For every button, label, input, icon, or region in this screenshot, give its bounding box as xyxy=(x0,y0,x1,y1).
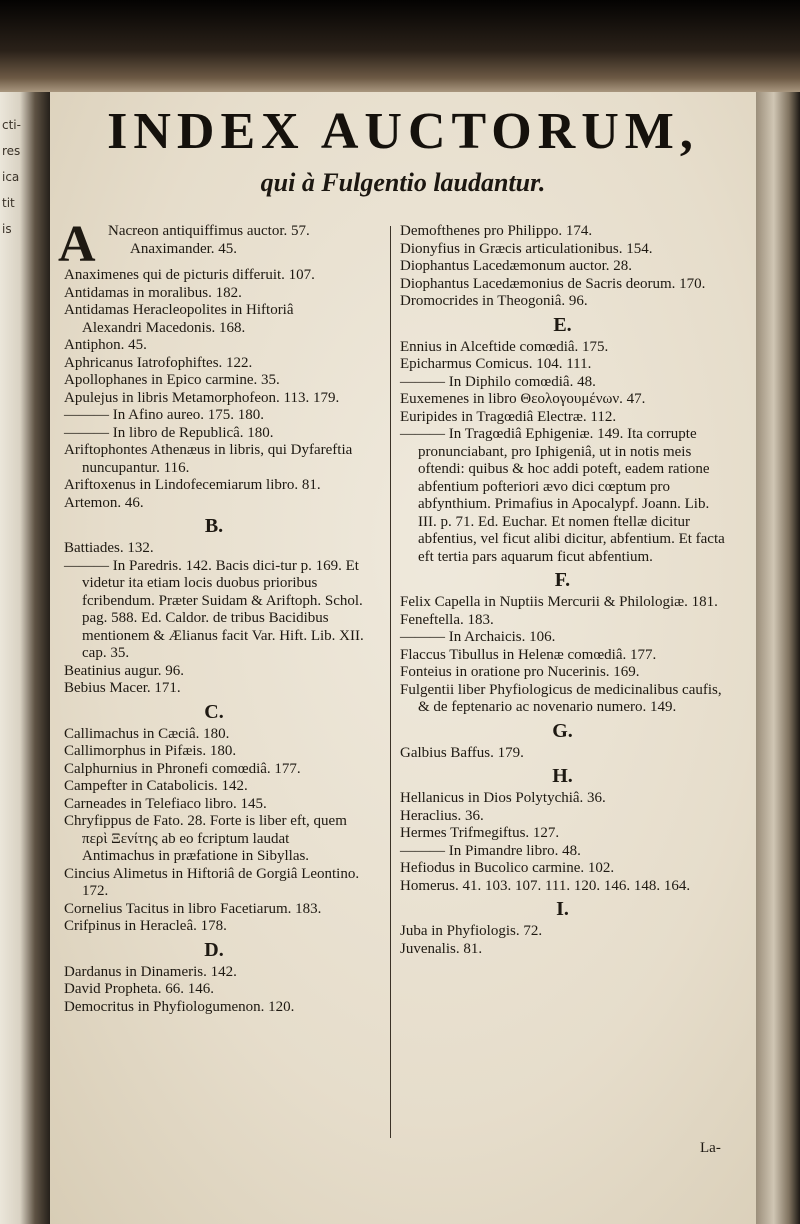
index-entry xyxy=(64,390,364,408)
index-entry xyxy=(64,372,364,390)
entry-text: ——— In Archaicis. 106. xyxy=(400,629,556,645)
index-entry xyxy=(400,241,725,259)
entry-text: Ariftoxenus in Lindofecemiarum libro. 81. xyxy=(64,477,321,493)
index-entry xyxy=(400,223,725,241)
section-letter: I. xyxy=(556,898,569,920)
entry-text: Anaximenes qui de picturis differuit. 107. xyxy=(64,267,315,283)
entry-text: Campefter in Catabolicis. 142. xyxy=(64,778,248,794)
entry-text: Demofthenes pro Philippo. 174. xyxy=(400,223,593,239)
entry-text: Nacreon antiquiffimus auctor. 57. xyxy=(108,223,310,239)
entry-text: Juvenalis. 81. xyxy=(400,940,483,957)
entry-text: Homerus. 41. 103. 107. 111. 120. 146. 148. 164. xyxy=(400,877,691,894)
index-entry xyxy=(64,901,364,919)
index-entry xyxy=(64,663,364,681)
index-entry xyxy=(64,964,364,982)
entry-text: Hefiodus in Bucolico carmine. 102. xyxy=(400,860,615,876)
index-entry xyxy=(64,761,364,779)
page-title: INDEX AUCTORUM, xyxy=(107,103,699,160)
index-entry xyxy=(64,796,364,814)
index-entry xyxy=(400,426,725,566)
entry-text: Epicharmus Comicus. 104. 111. xyxy=(400,356,592,372)
index-entry xyxy=(400,409,725,427)
index-entry xyxy=(64,981,364,999)
entry-text: Feneftella. 183. xyxy=(400,611,494,628)
entry-text: Hellanicus in Dios Polytychiâ. 36. xyxy=(400,790,606,806)
entry-text: Carneades in Telefiaco libro. 145. xyxy=(64,795,267,812)
index-entry xyxy=(64,743,364,761)
index-entry xyxy=(400,790,725,808)
index-entry xyxy=(64,999,364,1017)
index-entry xyxy=(64,302,364,337)
index-entry xyxy=(400,391,725,409)
index-entry xyxy=(400,941,725,959)
entry-text: Bebius Macer. 171. xyxy=(64,680,181,696)
entry-text: Dionyfius in Græcis articulationibus. 154. xyxy=(400,240,653,257)
entry-subline: Alexandri Macedonis. 168. xyxy=(82,319,246,336)
section-letter: H. xyxy=(552,765,573,787)
index-entry xyxy=(64,558,364,663)
entry-text: Artemon. 46. xyxy=(64,494,144,511)
index-entry xyxy=(400,612,725,630)
index-entry xyxy=(64,285,364,303)
index-entry xyxy=(400,258,725,276)
index-entry xyxy=(64,337,364,355)
entry-text: Chryfippus de Fato. 28. Forte is liber eft, quem περὶ Ξενίτης ab eo fcriptum laudat Antimachus in præfatione in Sibyllas. xyxy=(64,813,347,864)
scan-right-edge xyxy=(756,92,800,1224)
index-entry xyxy=(64,680,364,698)
entry-subline: Anaximander. 45. xyxy=(130,240,238,257)
entry-text: Diophantus Lacedæmonius de Sacris deorum. 170. xyxy=(400,275,706,292)
entry-text: ——— In Afino aureo. 175. 180. xyxy=(64,407,264,423)
entry-text: Fulgentii liber Phyfiologicus de medicinalibus caufis, & de feptenario ac novenario numero. 149. xyxy=(400,681,722,715)
entry-text: Felix Capella in Nuptiis Mercurii & Philologiæ. 181. xyxy=(400,594,718,610)
entry-text: Calphurnius in Phronefi comœdiâ. 177. xyxy=(64,760,301,777)
margin-fragment: is xyxy=(2,222,12,236)
margin-fragments xyxy=(2,112,22,242)
entry-text: Aphricanus Iatrofophiftes. 122. xyxy=(64,354,253,371)
entry-text: Juba in Phyfiologis. 72. xyxy=(400,923,543,939)
index-entry xyxy=(64,355,364,373)
index-entry xyxy=(64,442,364,477)
entry-text: Crifpinus in Heracleâ. 178. xyxy=(64,918,227,934)
section-letter: B. xyxy=(204,515,224,537)
index-entry xyxy=(400,374,725,392)
index-entry xyxy=(64,813,364,866)
margin-fragment: res xyxy=(2,144,21,158)
index-entry xyxy=(400,293,725,311)
index-entry xyxy=(400,356,725,374)
entry-text: ——— In Tragœdiâ Ephigeniæ. 149. Ita corrupte pronunciabant, pro Iphigeniâ, ut in notis meis oftendi: quibus & hoc addi poteft, eadem ratione abfentium pofteriori ævo dici cœptum pro abfynthium. Primafius in Apocalypf. Joann. Lib. III. p. 71. Ed. Euchar. Et nomen ftellæ dicitur abfentius, vel ficut alibi dicitur, abfentium. Et facta eft tertia pars aquarum ficut abfentium. xyxy=(400,426,725,565)
index-entry xyxy=(64,477,364,495)
index-entry xyxy=(400,825,725,843)
index-entry xyxy=(400,808,725,826)
index-entry xyxy=(400,339,725,357)
index-entry xyxy=(400,860,725,878)
entry-text: Ariftophontes Athenæus in libris, qui Dyfareftia nuncupantur. 116. xyxy=(64,442,353,476)
entry-text: Dardanus in Dinameris. 142. xyxy=(64,963,237,980)
index-entry xyxy=(64,495,364,513)
margin-fragment: tit xyxy=(2,196,15,210)
entry-text: Antidamas in moralibus. 182. xyxy=(64,284,242,301)
index-entry xyxy=(400,276,725,294)
entry-text: ——— In Diphilo comœdiâ. 48. xyxy=(400,373,596,390)
index-entry xyxy=(400,843,725,861)
entry-text: Callimorphus in Pifæis. 180. xyxy=(64,743,237,759)
index-entry xyxy=(400,647,725,665)
index-entry xyxy=(400,664,725,682)
scan-top-edge xyxy=(0,0,800,92)
entry-text: ——— In Paredris. 142. Bacis dici-tur p. 169. Et videtur ita etiam locis duobus prioribus fcribendum. Præter Suidam & Ariftoph. Schol. pag. 588. Ed. Caldor. de tribus Bacidibus mentionem & Ælianus facit Var. Hift. Lib. XII. cap. 35. xyxy=(64,557,364,661)
index-entry xyxy=(64,778,364,796)
section-letter: E. xyxy=(553,313,572,336)
entry-text: Ennius in Alceftide comœdiâ. 175. xyxy=(400,338,609,355)
margin-fragment: ica xyxy=(2,170,20,184)
index-entry xyxy=(400,745,725,763)
left-column xyxy=(58,216,364,1016)
entry-text: David Propheta. 66. 146. xyxy=(64,981,214,997)
index-entry xyxy=(400,629,725,647)
right-column xyxy=(400,223,725,958)
entry-text: Democritus in Phyfiologumenon. 120. xyxy=(64,998,295,1015)
index-entry xyxy=(58,216,364,273)
index-entry xyxy=(64,918,364,936)
entry-text: Antidamas Heracleopolites in Hiftoriâ xyxy=(64,302,294,318)
drop-cap: A xyxy=(58,216,96,273)
entry-text: Cincius Alimetus in Hiftoriâ de Gorgiâ Leontino. 172. xyxy=(64,865,360,899)
section-letter: C. xyxy=(204,700,224,723)
index-entry xyxy=(64,407,364,425)
entry-text: Apollophanes in Epico carmine. 35. xyxy=(64,372,280,388)
entry-text: ——— In Pimandre libro. 48. xyxy=(400,842,581,859)
index-entry xyxy=(400,878,725,896)
entry-text: Beatinius augur. 96. xyxy=(64,662,184,679)
entry-text: Hermes Trifmegiftus. 127. xyxy=(400,825,560,841)
index-entry xyxy=(64,726,364,744)
entry-text: Galbius Baffus. 179. xyxy=(400,744,524,761)
index-entry xyxy=(400,923,725,941)
entry-text: Apulejus in libris Metamorphofeon. 113. 179. xyxy=(64,389,340,406)
entry-text: Euxemenes in libro Θεολογουμένων. 47. xyxy=(400,391,646,407)
entry-text: Antiphon. 45. xyxy=(64,337,147,353)
entry-text: Battiades. 132. xyxy=(64,540,154,556)
page-subtitle: qui à Fulgentio laudantur. xyxy=(260,168,546,197)
entry-text: Callimachus in Cæciâ. 180. xyxy=(64,725,230,742)
section-letter: F. xyxy=(554,569,571,591)
column-divider xyxy=(390,226,391,1138)
catchword: La- xyxy=(700,1140,721,1156)
entry-text: Diophantus Lacedæmonum auctor. 28. xyxy=(400,258,633,274)
index-entry xyxy=(64,425,364,443)
entry-text: Dromocrides in Theogoniâ. 96. xyxy=(400,293,588,309)
entry-text: Flaccus Tibullus in Helenæ comœdiâ. 177. xyxy=(400,646,657,663)
index-entry xyxy=(400,594,725,612)
scan-left-edge xyxy=(0,92,50,1224)
index-entry xyxy=(400,682,725,717)
margin-fragment: cti- xyxy=(2,118,21,132)
entry-text: Fonteius in oratione pro Nucerinis. 169. xyxy=(400,664,640,680)
entry-text: Heraclius. 36. xyxy=(400,807,484,824)
entry-text: Cornelius Tacitus in libro Facetiarum. 183. xyxy=(64,900,322,917)
entry-text: Euripides in Tragœdiâ Electræ. 112. xyxy=(400,408,617,425)
section-letter: D. xyxy=(204,938,224,961)
entry-text: ——— In libro de Republicâ. 180. xyxy=(64,424,274,441)
index-entry xyxy=(64,540,364,558)
index-entry xyxy=(64,267,364,285)
section-letter: G. xyxy=(552,719,573,742)
index-entry xyxy=(64,866,364,901)
